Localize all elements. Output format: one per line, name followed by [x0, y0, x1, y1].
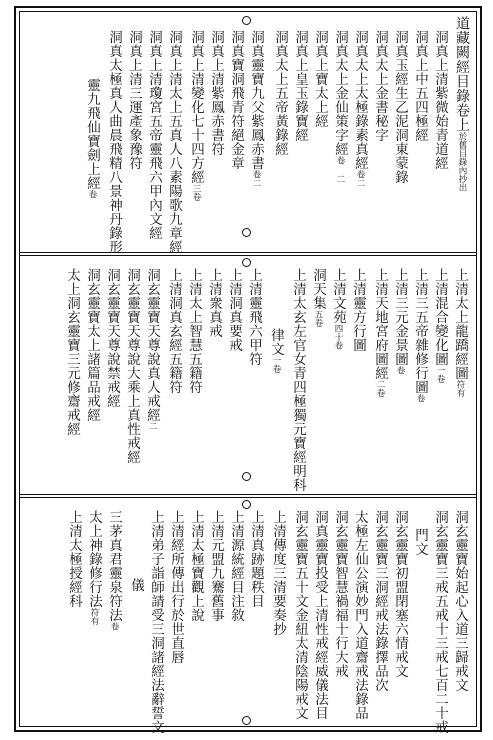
entry: [292, 510, 308, 720]
entry: [226, 268, 242, 352]
entry-text: 上清經所傳出行於世直唇: [168, 510, 184, 664]
entry-text: 上清真跡題秩目: [248, 510, 264, 608]
catalog-band-1: [20, 12, 476, 252]
entry-text: 洞真寶洞飛青符絕金章: [228, 30, 244, 170]
entry-text: 上清太極寶觀上說: [188, 510, 204, 622]
entry-text: 上清源統經目注敘: [228, 510, 244, 622]
entry: [208, 30, 224, 156]
entry-note: 卷 二: [335, 156, 345, 183]
entry-note: 一卷: [271, 356, 281, 373]
inner-frame: [19, 11, 477, 734]
entry: [228, 510, 244, 622]
entry: [332, 30, 348, 183]
entry-text: 洞真上寶太上經: [312, 30, 328, 128]
entry-text: 上清文苑: [330, 268, 346, 324]
entry-text: 太上神錄修行法: [86, 510, 102, 608]
entry-text: 洞玄靈寶太上諸篇品戒經: [84, 268, 100, 422]
entry-text: 上清弟子詣師請受三洞諸經法辭誓文: [148, 510, 164, 734]
entry-text: 洞玄靈寶初盟閉塞六情戒文: [392, 510, 408, 678]
entry: [126, 30, 142, 170]
entry: [86, 510, 102, 625]
entry-note: 二: [147, 422, 157, 431]
entry: [186, 268, 202, 394]
entry-text: 上清靈方行圖: [350, 268, 366, 352]
page-frame: [14, 6, 482, 732]
band-divider: [20, 494, 476, 495]
entry-text: 洞真上清瓊宮五帝靈飛六甲內文經: [146, 30, 162, 240]
entry-text: 洞玄靈寶智慧禍福十行大戒: [332, 510, 348, 678]
entry-text: 太上洞玄靈寶三元修齋戒經: [64, 268, 80, 436]
entry: [292, 30, 308, 142]
entry: [144, 268, 160, 431]
binding-hole: [242, 258, 251, 267]
entry-text: 上清衆真戒: [206, 268, 222, 338]
entry: [166, 268, 182, 394]
entry-text: 洞真上清紫鳳赤書符: [208, 30, 224, 156]
entry: [66, 510, 82, 608]
catalog-band-2: [20, 256, 476, 494]
entry-text: 洞玄靈寶天尊說真人戒經: [144, 268, 160, 422]
entry: [350, 268, 366, 352]
entry-note: 符有: [455, 380, 465, 397]
entry-text: 洞真太上五帝黃錄經: [272, 30, 288, 156]
catalog-title: [454, 16, 470, 192]
entry-text: 上清混合變化圖: [432, 268, 448, 366]
entry: [248, 30, 264, 187]
entry: [412, 30, 428, 142]
entry-note: 一卷: [435, 366, 445, 383]
binding-hole: [242, 472, 251, 481]
entry-note: 卷二: [355, 170, 365, 187]
entry-text: 洞真靈寶投受上清性戒經威儀法目: [312, 510, 328, 720]
entry-text: 洞玄靈寶三洞經戒法錄擇品次: [372, 510, 388, 692]
entry: [128, 578, 144, 592]
entry-text: 上清三五帝雜修行圖: [412, 268, 428, 394]
band-divider: [20, 252, 476, 253]
entry-text: 上清三元金景圖: [392, 268, 408, 366]
entry-text: 上清太極授經科: [66, 510, 82, 608]
entry: [310, 268, 326, 327]
entry: [84, 268, 100, 422]
entry: [392, 30, 408, 184]
entry: [452, 268, 468, 397]
entry-text: 洞真上清太上五真人八素陽歌九章經: [166, 30, 182, 254]
entry: [372, 30, 388, 142]
entry: [166, 30, 182, 254]
entry-text: 洞玄靈寶天尊說禁戒經: [104, 268, 120, 408]
entry-text: 洞真靈寶九父紫鳳赤書: [248, 30, 264, 170]
entry: [148, 510, 164, 734]
entry: [268, 328, 284, 373]
entry: [84, 78, 100, 199]
entry: [248, 510, 264, 608]
entry-note: 卷二: [251, 170, 261, 187]
entry-text: 三茅真君靈泉符法: [106, 510, 122, 622]
entry-text: 洞真上皇玉錄寶經: [292, 30, 308, 142]
binding-hole: [242, 716, 251, 725]
entry-text: 門文: [412, 528, 428, 556]
entry-text: 儀: [128, 578, 144, 592]
entry: [106, 30, 122, 254]
entry: [104, 268, 120, 408]
entry: [332, 510, 348, 678]
binding-hole: [242, 500, 251, 509]
entry-text: 上清天地宮府圖經: [372, 268, 388, 380]
catalog-band-3: [20, 498, 476, 732]
entry-note: 卷: [109, 622, 119, 631]
entry-note: 符有: [89, 608, 99, 625]
binding-hole: [242, 16, 251, 25]
entry-note: 卷: [415, 394, 425, 403]
entry-text: 洞真上清紫微始青道經: [432, 30, 448, 170]
entry-text: 上清靈飛六甲符: [246, 268, 262, 366]
entry: [372, 268, 388, 397]
entry: [312, 30, 328, 128]
entry: [272, 30, 288, 156]
entry-text: 上清太上智慧五籍符: [186, 268, 202, 394]
entry: [312, 510, 328, 720]
entry-text: 洞玄靈寶五十文金紐太清陰陽戒文: [292, 510, 308, 720]
entry-note: 四十卷: [333, 324, 343, 350]
entry: [432, 30, 448, 170]
entry-note: 卷: [87, 190, 97, 199]
entry-text: 洞真上清變化七十四方經: [188, 30, 204, 184]
entry-text: 洞玄靈寶始起心入道三歸戒文: [452, 510, 468, 692]
entry-text: 洞真太上金仙策字經: [332, 30, 348, 156]
entry: [392, 268, 408, 375]
entry-text: 太極左仙公演妙門入道齋戒法錄品: [352, 510, 368, 720]
entry: [228, 30, 244, 170]
entry: [432, 510, 448, 734]
entry: [452, 510, 468, 692]
entry-text: 上清元盟九騫舊事: [208, 510, 224, 622]
entry-text: 洞真太極真人曲晨飛精八景神丹錄形: [106, 30, 122, 254]
entry-text: 律文: [268, 328, 284, 356]
entry: [352, 510, 368, 720]
binding-hole: [242, 228, 251, 237]
entry-text: 上清洞真要戒: [226, 268, 242, 352]
entry: [246, 268, 262, 366]
entry: [290, 268, 306, 492]
entry-note: 五卷: [313, 310, 323, 327]
entry-text: 洞真上中五四極經: [412, 30, 428, 142]
entry-text: 靈九飛仙寶劍上經: [84, 78, 100, 190]
entry: [352, 30, 368, 187]
entry-text: 上清傳度三清要奏抄: [270, 510, 286, 636]
entry: [64, 268, 80, 436]
entry: [270, 510, 286, 636]
entry-text: 上清太上龍蹻經圖: [452, 268, 468, 380]
entry: [168, 510, 184, 664]
entry-text: 洞真太上太極錄素真經: [352, 30, 368, 170]
title-text: 道藏闕經目錄卷上: [454, 16, 470, 132]
entry-text: 洞天集: [310, 268, 326, 310]
entry: [206, 268, 222, 338]
entry-text: 洞玄靈寶三戒五戒十三戒七百二十戒: [432, 510, 448, 734]
entry-text: 洞真太上金書秘字: [372, 30, 388, 142]
entry-text: 洞真玉經生乙泥洞東蒙錄: [392, 30, 408, 184]
entry: [146, 30, 162, 240]
entry: [188, 30, 204, 201]
entry-note: 卷: [395, 366, 405, 375]
entry: [412, 268, 428, 403]
title-note: 於舊目錄內抄出: [457, 132, 467, 192]
entry-text: 洞玄靈寶天尊說大乘上真性戒經: [124, 268, 140, 464]
entry: [330, 268, 346, 350]
entry-text: 上清太玄左官女青四極獨元寶經明科: [290, 268, 306, 492]
entry: [124, 268, 140, 464]
entry: [392, 510, 408, 678]
entry-note: 三卷: [191, 184, 201, 201]
entry-text: 洞真上清三運產象豫符: [126, 30, 142, 170]
entry: [188, 510, 204, 622]
entry-text: 上清洞真玄經五籍符: [166, 268, 182, 394]
entry-note: 二卷: [375, 380, 385, 397]
entry: [372, 510, 388, 692]
entry: [106, 510, 122, 631]
entry: [412, 528, 428, 556]
entry: [208, 510, 224, 622]
entry: [432, 268, 448, 383]
